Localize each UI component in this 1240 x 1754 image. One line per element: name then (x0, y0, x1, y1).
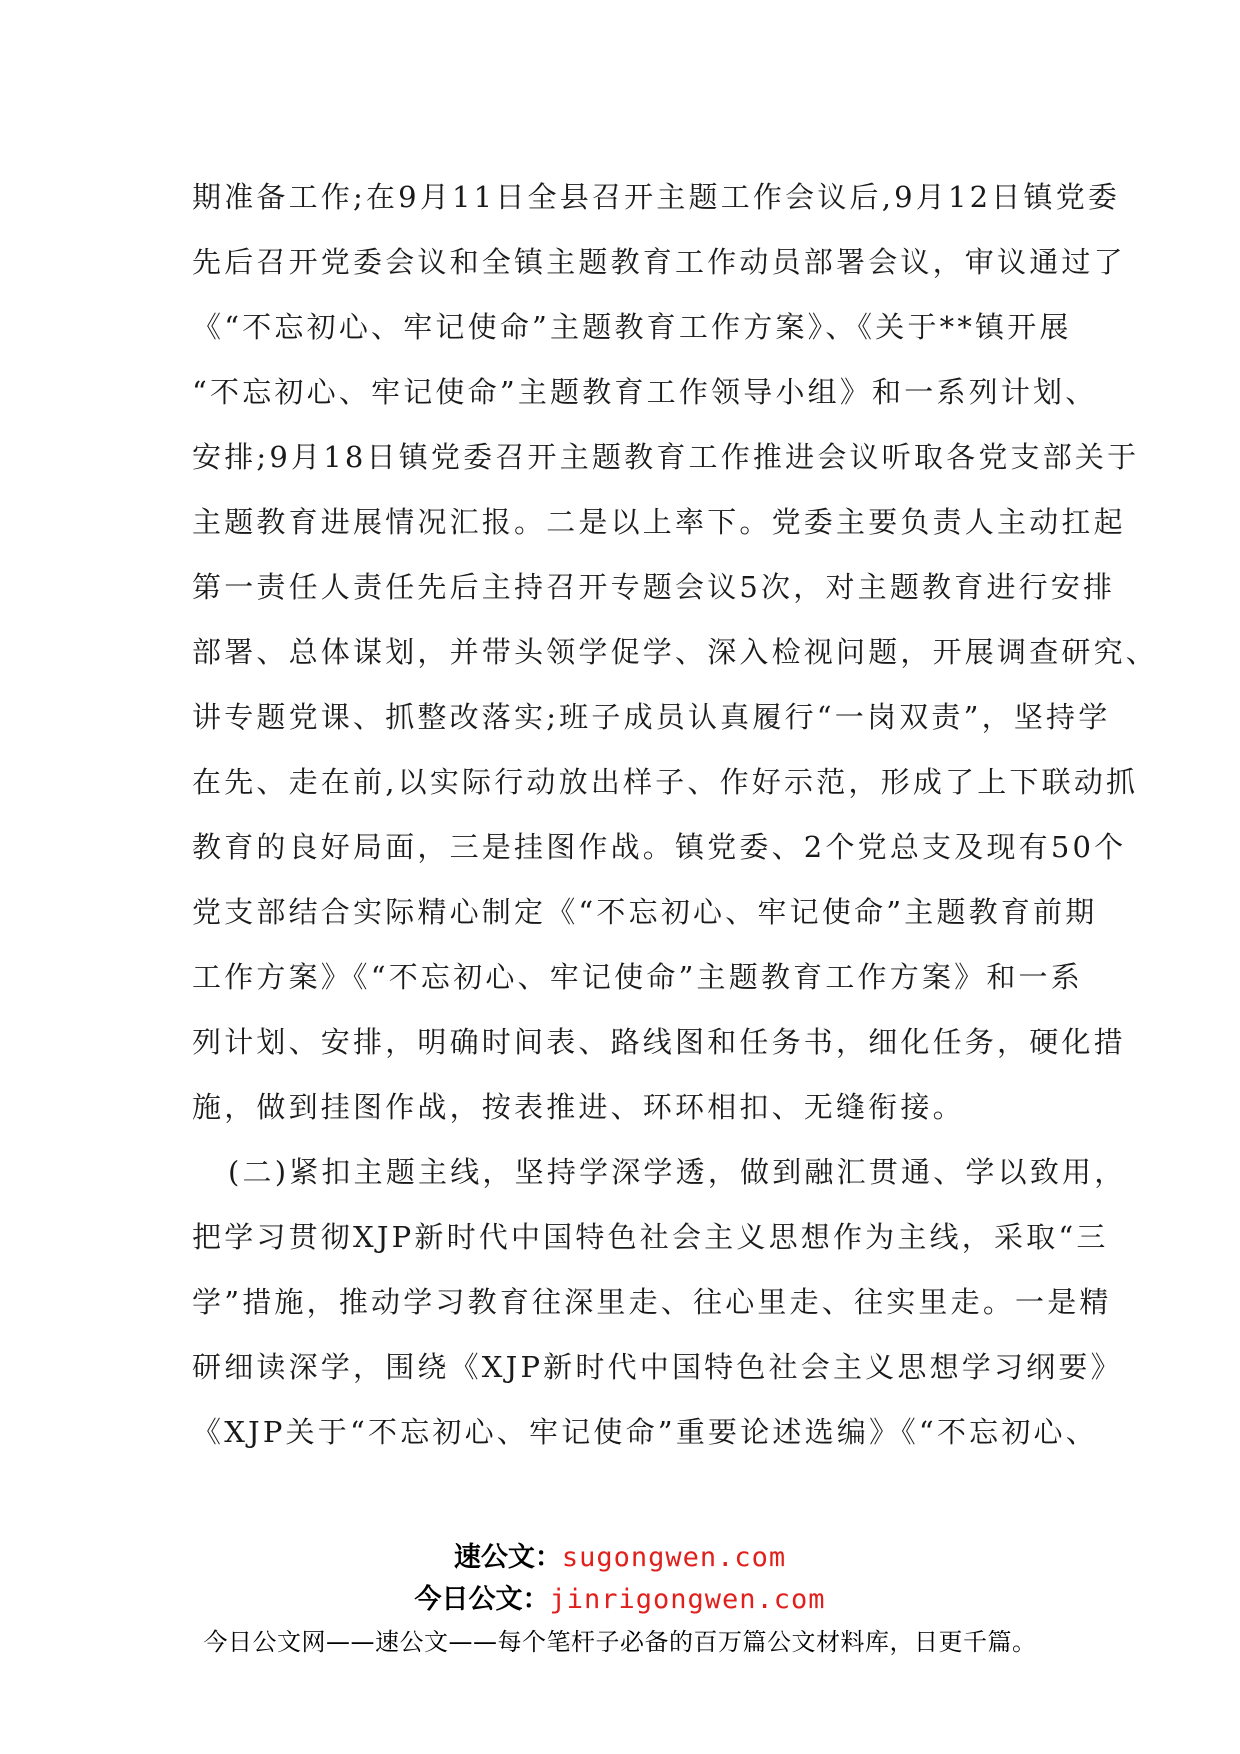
document-body (192, 165, 1159, 1465)
footer-label-sugongwen: 速公文： (453, 1542, 562, 1573)
body-line-7: 第一责任人责任先后主持召开专题会议5次，对主题教育进行安排 (192, 570, 1116, 604)
body-line-10: 在先、走在前,以实际行动放出样子、作好示范，形成了上下联动抓 (192, 765, 1139, 799)
body-line-20: 《XJP关于“不忘初心、牢记使命”重要论述选编》《“不忘初心、 (192, 1415, 1098, 1449)
body-line-1: 期准备工作;在9月11日全县召开主题工作会议后,9月12日镇党委 (192, 180, 1121, 214)
body-line-19: 研细读深学，围绕《XJP新时代中国特色社会主义思想学习纲要》 (192, 1350, 1123, 1384)
body-line-6: 主题教育进展情况汇报。二是以上率下。党委主要负责人主动扛起 (192, 505, 1126, 539)
footer-jinrigongwen (0, 1582, 1240, 1618)
footer-slogan: 今日公文网——速公文——每个笔杆子必备的百万篇公文材料库，日更千篇。 (203, 1628, 1037, 1656)
body-line-13: 工作方案》《“不忘初心、牢记使命”主题教育工作方案》和一系 (192, 960, 1083, 994)
footer-label-jinrigongwen: 今日公文： (414, 1584, 550, 1615)
section-heading-line: (二)紧扣主题主线，坚持学深学透，做到融汇贯通、学以致用， (228, 1155, 1127, 1189)
body-line-2: 先后召开党委会议和全镇主题教育工作动员部署会议，审议通过了 (192, 245, 1126, 279)
body-line-11: 教育的良好局面，三是挂图作战。镇党委、2个党总支及现有50个 (192, 830, 1127, 864)
body-line-17: 把学习贯彻XJP新时代中国特色社会主义思想作为主线，采取“三 (192, 1220, 1109, 1254)
body-line-8: 部署、总体谋划，并带头领学促学、深入检视问题，开展调查研究、 (192, 635, 1159, 669)
body-line-4: “不忘初心、牢记使命”主题教育工作领导小组》和一系列计划、 (192, 375, 1098, 409)
body-line-12: 党支部结合实际精心制定《“不忘初心、牢记使命”主题教育前期 (192, 895, 1098, 929)
footer-link-sugongwen[interactable]: sugongwen.com (561, 1542, 787, 1573)
body-line-18: 学”措施，推动学习教育往深里走、往心里走、往实里走。一是精 (192, 1285, 1112, 1319)
body-line-9: 讲专题党课、抓整改落实;班子成员认真履行“一岗双责”，坚持学 (192, 700, 1111, 734)
body-line-5: 安排;9月18日镇党委召开主题教育工作推进会议听取各党支部关于 (192, 440, 1140, 474)
footer-link-jinrigongwen[interactable]: jinrigongwen.com (549, 1584, 826, 1615)
body-line-15: 施，做到挂图作战，按表推进、环环相扣、无缝衔接。 (192, 1090, 965, 1124)
body-line-14: 列计划、安排，明确时间表、路线图和任务书，细化任务，硬化措 (192, 1025, 1126, 1059)
body-line-3: 《“不忘初心、牢记使命”主题教育工作方案》、《关于**镇开展 (192, 310, 1072, 344)
footer-sugongwen (0, 1540, 1240, 1576)
